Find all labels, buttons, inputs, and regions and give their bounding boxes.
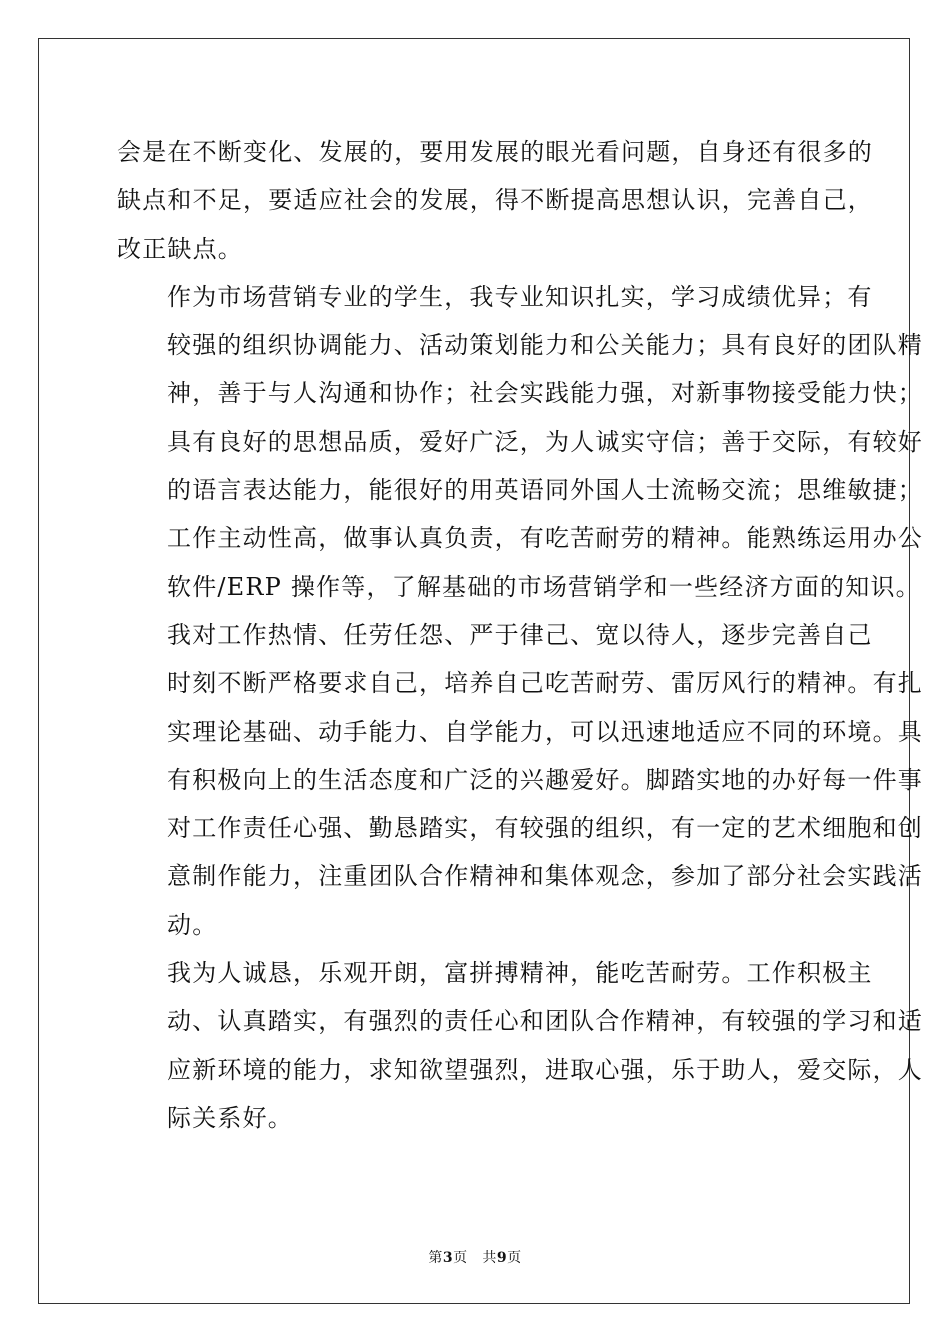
- text-line: 具有良好的思想品质，爱好广泛，为人诚实守信；善于交际，有较好: [167, 427, 923, 456]
- text-line: 会是在不断变化、发展的，要用发展的眼光看问题，自身还有很多的: [117, 138, 873, 166]
- document-body: [117, 128, 923, 1142]
- paragraph-4: [117, 949, 923, 1142]
- footer-total-suffix: 页: [507, 1250, 522, 1266]
- text-line: 较强的组织协调能力、活动策划能力和公关能力；具有良好的团队精: [167, 331, 923, 360]
- text-line: 作为市场营销专业的学生，我专业知识扎实，学习成绩优异；有: [167, 282, 873, 311]
- text-line: 神，善于与人沟通和协作；社会实践能力强，对新事物接受能力快；: [167, 379, 923, 408]
- text-line: 改正缺点。: [117, 234, 243, 263]
- text-line: 有积极向上的生活态度和广泛的兴趣爱好。脚踏实地的办好每一件事: [167, 765, 923, 794]
- text-line: 实理论基础、动手能力、自学能力，可以迅速地适应不同的环境。具: [167, 717, 923, 746]
- text-line: 缺点和不足，要适应社会的发展，得不断提高思想认识，完善自己，: [117, 186, 873, 215]
- text-line: 我对工作热情、任劳任怨、严于律己、宽以待人，逐步完善自己: [167, 620, 873, 649]
- current-page-number: 3: [442, 1250, 454, 1266]
- text-line: 动、认真踏实，有强烈的责任心和团队合作精神，有较强的学习和适: [167, 1007, 923, 1036]
- text-line: 际关系好。: [167, 1103, 293, 1132]
- text-line: 的语言表达能力，能很好的用英语同外国人士流畅交流；思维敏捷；: [167, 476, 923, 505]
- page-footer: [0, 1249, 950, 1267]
- text-line: 软件/ERP 操作等，了解基础的市场营销学和一些经济方面的知识。: [167, 572, 921, 601]
- text-line: 意制作能力，注重团队合作精神和集体观念，参加了部分社会实践活: [167, 862, 923, 891]
- text-line: 动。: [167, 910, 218, 939]
- text-line: 工作主动性高，做事认真负责，有吃苦耐劳的精神。能熟练运用办公: [167, 524, 923, 553]
- footer-total-prefix: 共: [482, 1250, 497, 1266]
- text-line: 时刻不断严格要求自己，培养自己吃苦耐劳、雷厉风行的精神。有扎: [167, 669, 923, 698]
- text-line: 对工作责任心强、勤恳踏实，有较强的组织，有一定的艺术细胞和创: [167, 814, 923, 843]
- paragraph-1: [117, 128, 873, 273]
- footer-page-suffix: 页: [453, 1250, 468, 1266]
- paragraph-2: [117, 273, 923, 611]
- text-line: 应新环境的能力，求知欲望强烈，进取心强，乐于助人，爱交际，人: [167, 1055, 923, 1084]
- footer-prefix: 第: [428, 1250, 443, 1266]
- text-line: 我为人诚恳，乐观开朗，富拼搏精神，能吃苦耐劳。工作积极主: [167, 959, 873, 988]
- paragraph-3: [117, 611, 923, 949]
- total-pages-number: 9: [496, 1250, 508, 1266]
